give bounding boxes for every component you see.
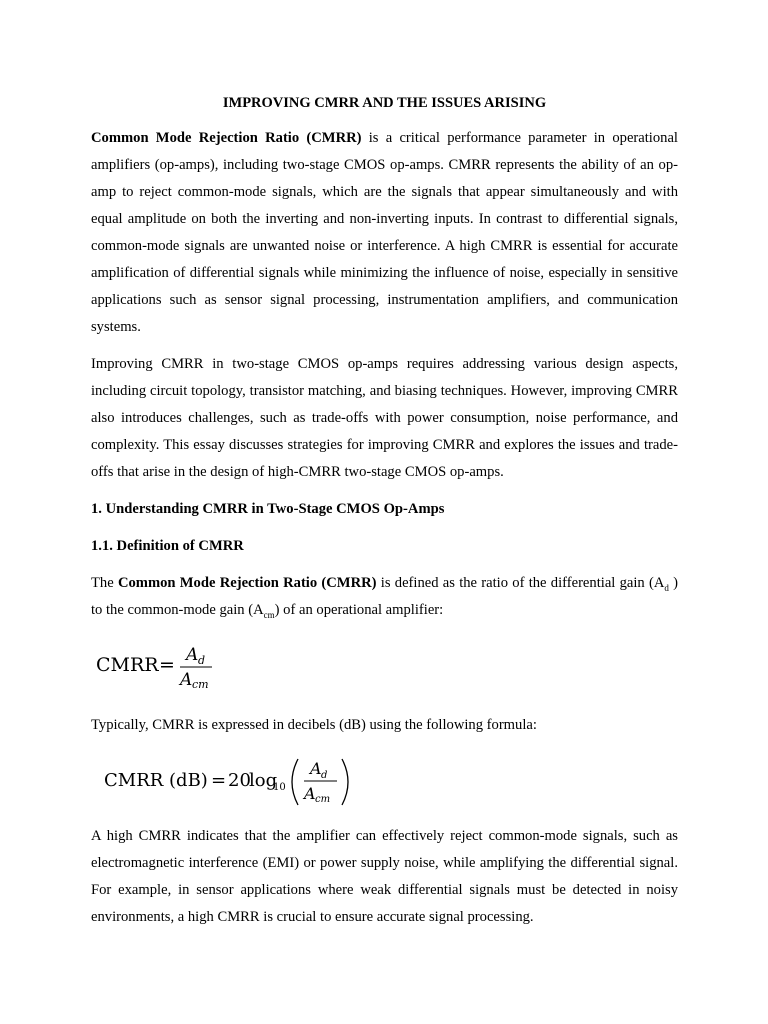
eq2-num-sub: d <box>321 770 328 781</box>
section-heading-1-1: 1.1. Definition of CMRR <box>91 538 244 554</box>
section-heading-1: 1. Understanding CMRR in Two-Stage CMOS Op-Amps <box>91 501 445 517</box>
eq2-fn-sub: 10 <box>273 782 286 793</box>
eq2-num: A <box>310 759 322 778</box>
equation-cmrr-db <box>104 755 364 814</box>
definition-mid: is defined as the ratio of the differential gain (A <box>376 575 665 591</box>
eq2-left-paren <box>292 759 298 805</box>
intro-text: is a critical performance parameter in operational amplifiers (op-amps), including two-stage CMOS op-amps. CMRR represents the ability of an op-amp to reject common-mode signals, which are the signals that appear simultaneously and with equal amplitude on both the inverting and non-inverting inputs. In contrast to differential signals, common-mode signals are unwanted noise or interference. A high CMRR is essential for accurate amplification of differential signals while minimizing the influence of noise, especially in sensitive applications such as sensor signal processing, instrumentation amplifiers, and communication systems. <box>91 130 678 335</box>
definition-sub-cm: cm <box>263 609 275 620</box>
definition-post: ) of an operational amplifier: <box>274 602 444 618</box>
eq1-num-sub: d <box>198 654 206 667</box>
eq1-lhs: CMRR <box>96 654 159 676</box>
eq2-fn: log <box>249 770 278 791</box>
eq2-coef: 20 <box>228 770 251 791</box>
eq2-den-sub: cm <box>315 794 331 805</box>
eq2-equals: = <box>211 770 227 791</box>
eq2-den: A <box>304 784 316 803</box>
definition-mid2: ) to the common-mode gain (A <box>91 575 679 618</box>
document-title: IMPROVING CMRR AND THE ISSUES ARISING <box>222 95 547 111</box>
paragraph-improving: Improving CMRR in two-stage CMOS op-amps requires addressing various design aspects, including circuit topology, transistor matching, and biasing techniques. However, improving CMRR also introduces challenges, such as trade-offs with power consumption, noise performance, and complexity. This essay discusses strategies for improving CMRR and explores the issues and trade-offs that arise in the design of high-CMRR two-stage CMOS op-amps. <box>91 356 678 480</box>
paragraph-typically: Typically, CMRR is expressed in decibels (dB) using the following formula: <box>91 717 537 733</box>
definition-bold-term: Common Mode Rejection Ratio (CMRR) <box>117 575 377 591</box>
eq1-num: A <box>186 645 199 665</box>
paragraph-high-cmrr: A high CMRR indicates that the amplifier can effectively reject common-mode signals, such as electromagnetic interference (EMI) or power supply noise, while amplifying the differential signal. For example, in sensor applications where weak differential signals must be detected in noisy environments, a high CMRR is crucial to ensure accurate signal processing. <box>91 828 678 925</box>
eq1-den: A <box>180 670 193 690</box>
definition-sub-d: d <box>664 582 669 593</box>
eq1-equals: = <box>159 654 175 676</box>
equation-cmrr-ratio <box>96 640 236 697</box>
definition-pre: The <box>91 575 118 591</box>
intro-bold-term: Common Mode Rejection Ratio (CMRR) <box>91 130 362 146</box>
paragraph-intro <box>91 125 678 341</box>
eq2-lhs: CMRR (dB) <box>104 770 208 791</box>
paragraph-definition <box>91 570 678 624</box>
eq2-right-paren <box>342 759 348 805</box>
eq1-den-sub: cm <box>192 678 209 691</box>
